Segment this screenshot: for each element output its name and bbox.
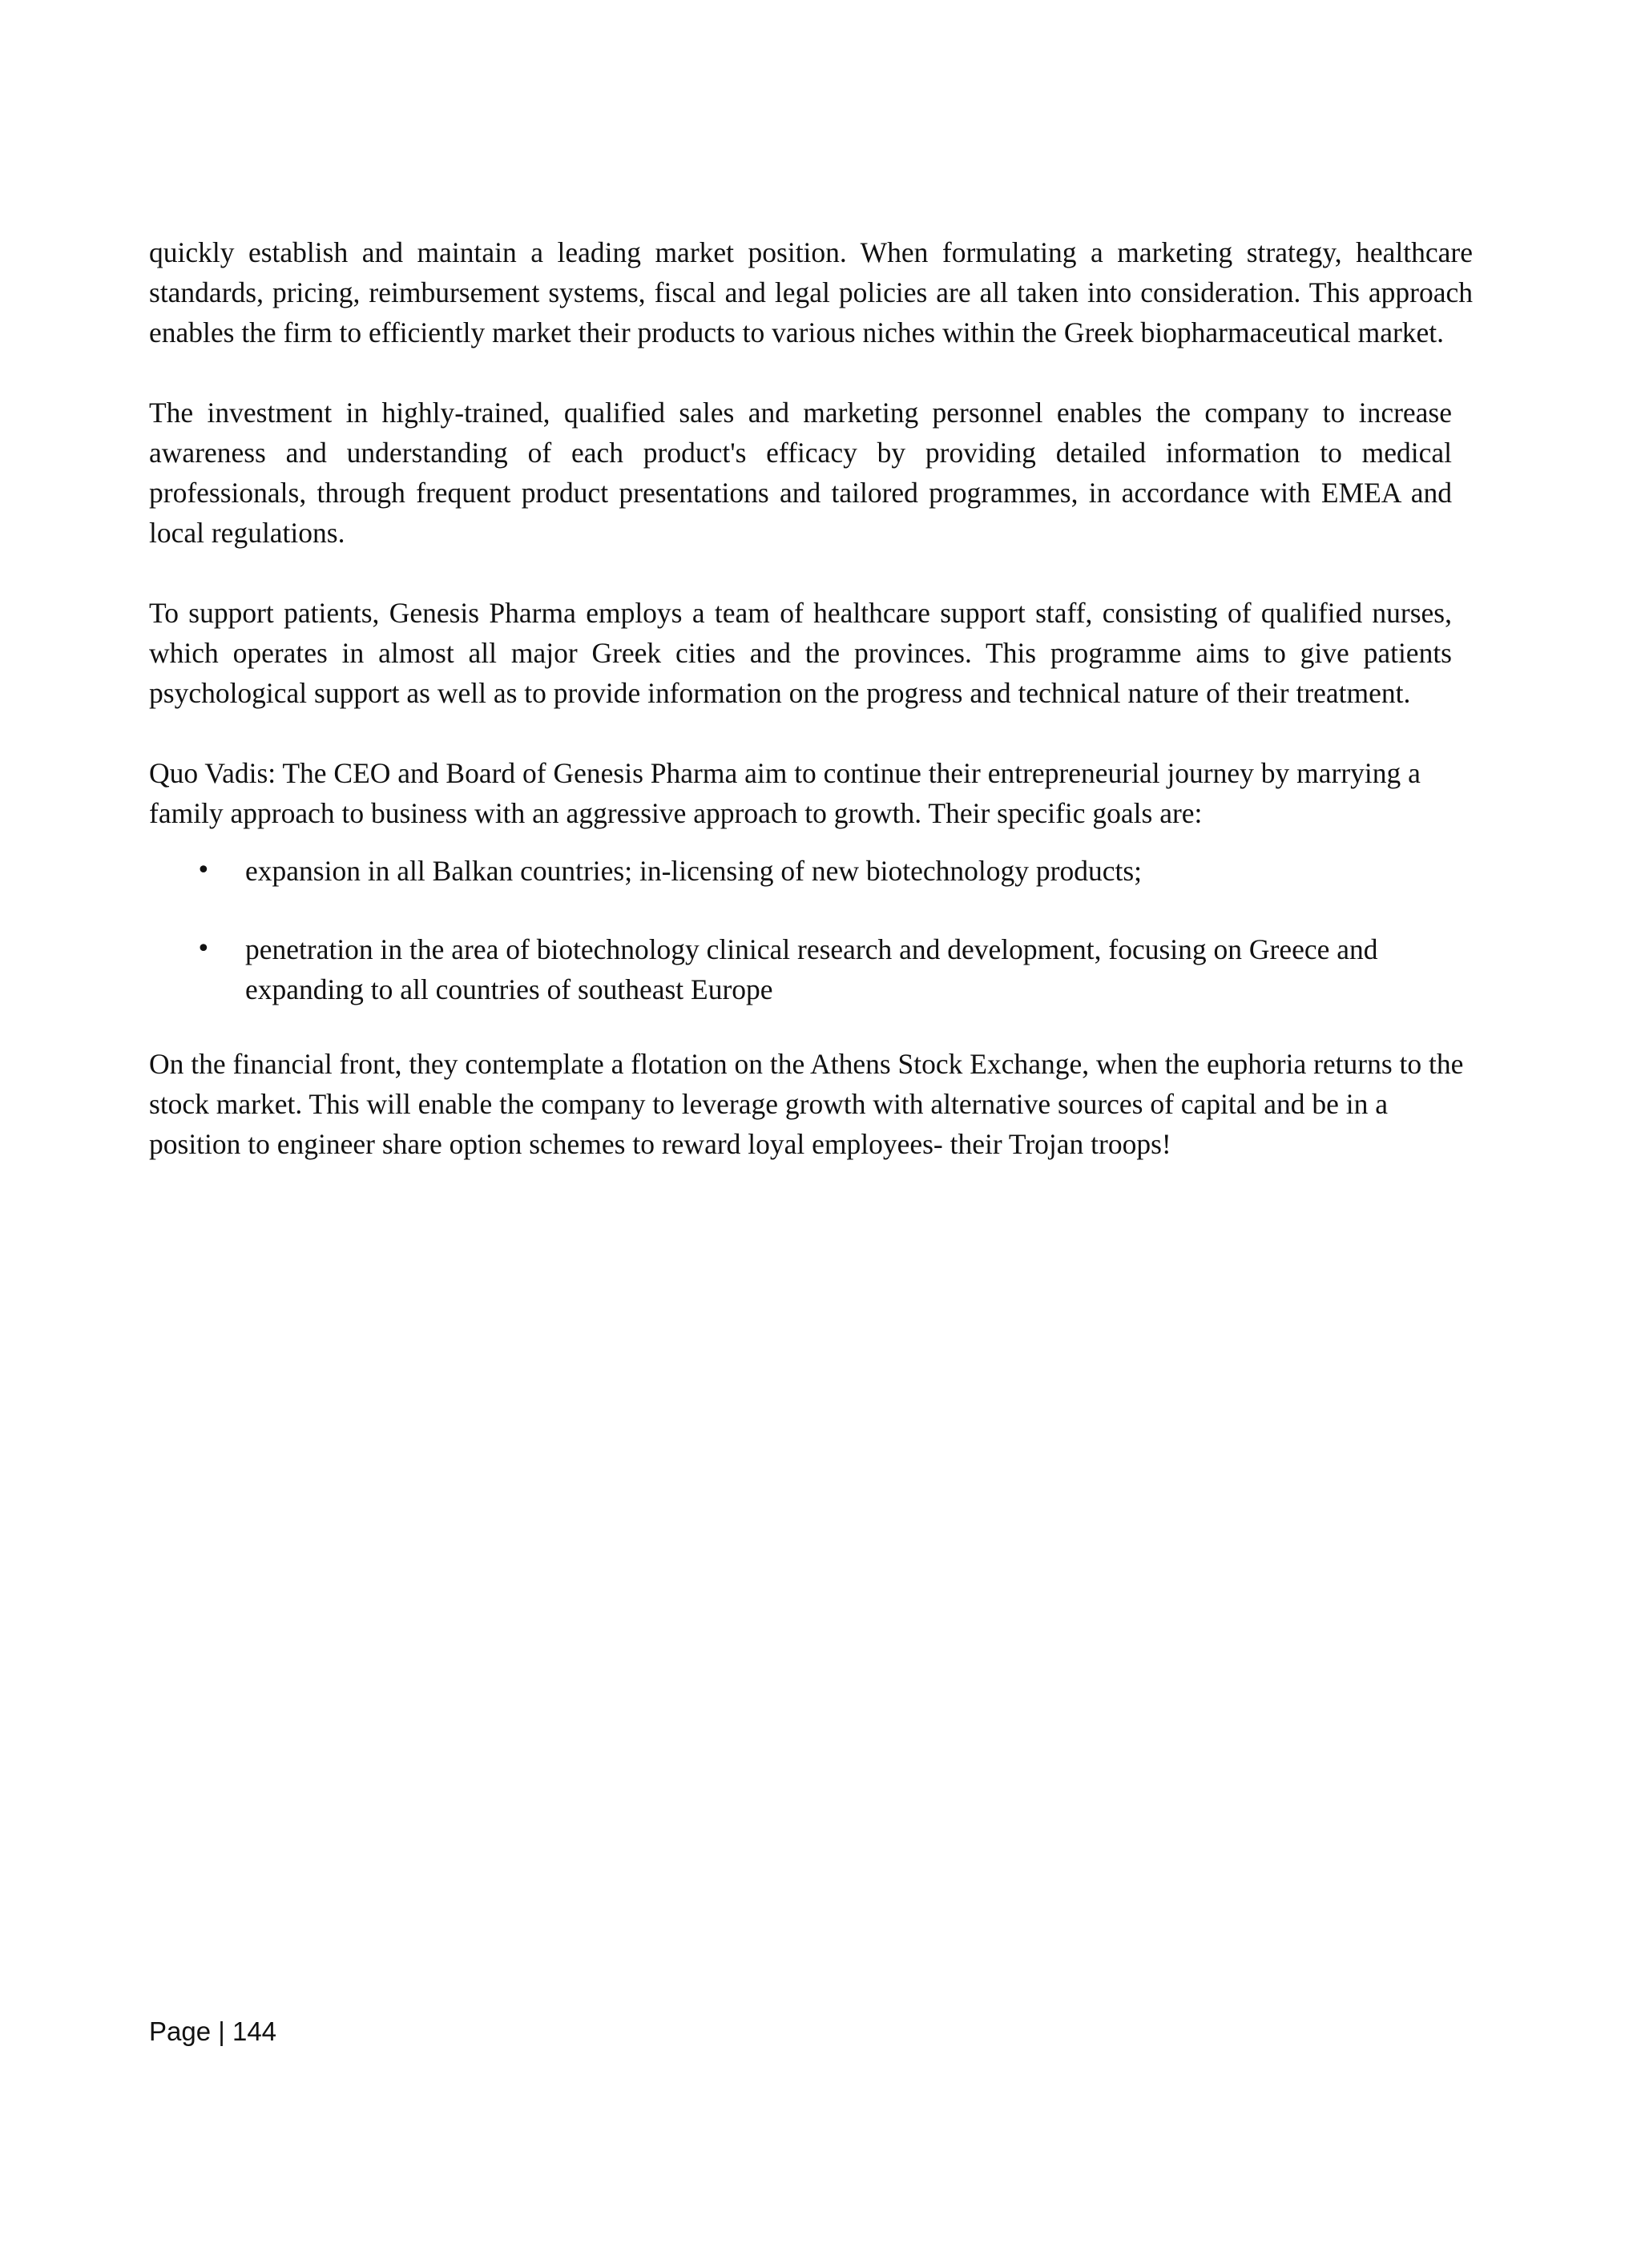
goals-list [149, 851, 1481, 1009]
paragraph-quo-vadis: Quo Vadis: The CEO and Board of Genesis Pharma aim to continue their entrepreneurial journey by marrying a family approach to business with an aggressive approach to growth. Their specific goals are: [149, 757, 1421, 829]
bullet-icon: • [196, 856, 211, 884]
paragraph-financial-front: On the financial front, they contemplate a flotation on the Athens Stock Exchange, when the euphoria returns to the stock market. This will enable the company to leverage growth with alternative sources of capital and be in a position to engineer share option schemes to reward loyal employees- their Trojan troops! [149, 1048, 1464, 1160]
list-item [149, 929, 1415, 1009]
page-body [149, 232, 1481, 1164]
list-item-text: penetration in the area of biotechnology clinical research and development, focusing on Greece and expanding to all countries of southeast Europe [245, 933, 1378, 1005]
paragraph-sales-personnel: The investment in highly-trained, qualified sales and marketing personnel enables the company to increase awareness and understanding of each product's efficacy by providing detailed information to medical professionals, through frequent product presentations and tailored programmes, in accordance with EMEA and local regulations. [149, 397, 1452, 549]
paragraph-patient-support: To support patients, Genesis Pharma employs a team of healthcare support staff, consisting of qualified nurses, which operates in almost all major Greek cities and the provinces. This programme aims to give patients psychological support as well as to provide information on the progress and technical nature of their treatment. [149, 597, 1452, 709]
paragraph-marketing-strategy: quickly establish and maintain a leading market position. When formulating a marketing strategy, healthcare standards, pricing, reimbursement systems, fiscal and legal policies are all taken into consideration. This approach enables the firm to efficiently market their products to various niches within the Greek biopharmaceutical market. [149, 236, 1473, 348]
list-item [149, 851, 1415, 891]
list-item-text: expansion in all Balkan countries; in-licensing of new biotechnology products; [245, 855, 1142, 887]
bullet-icon: • [196, 935, 211, 963]
page-number-footer: Page | 144 [149, 2016, 277, 2046]
